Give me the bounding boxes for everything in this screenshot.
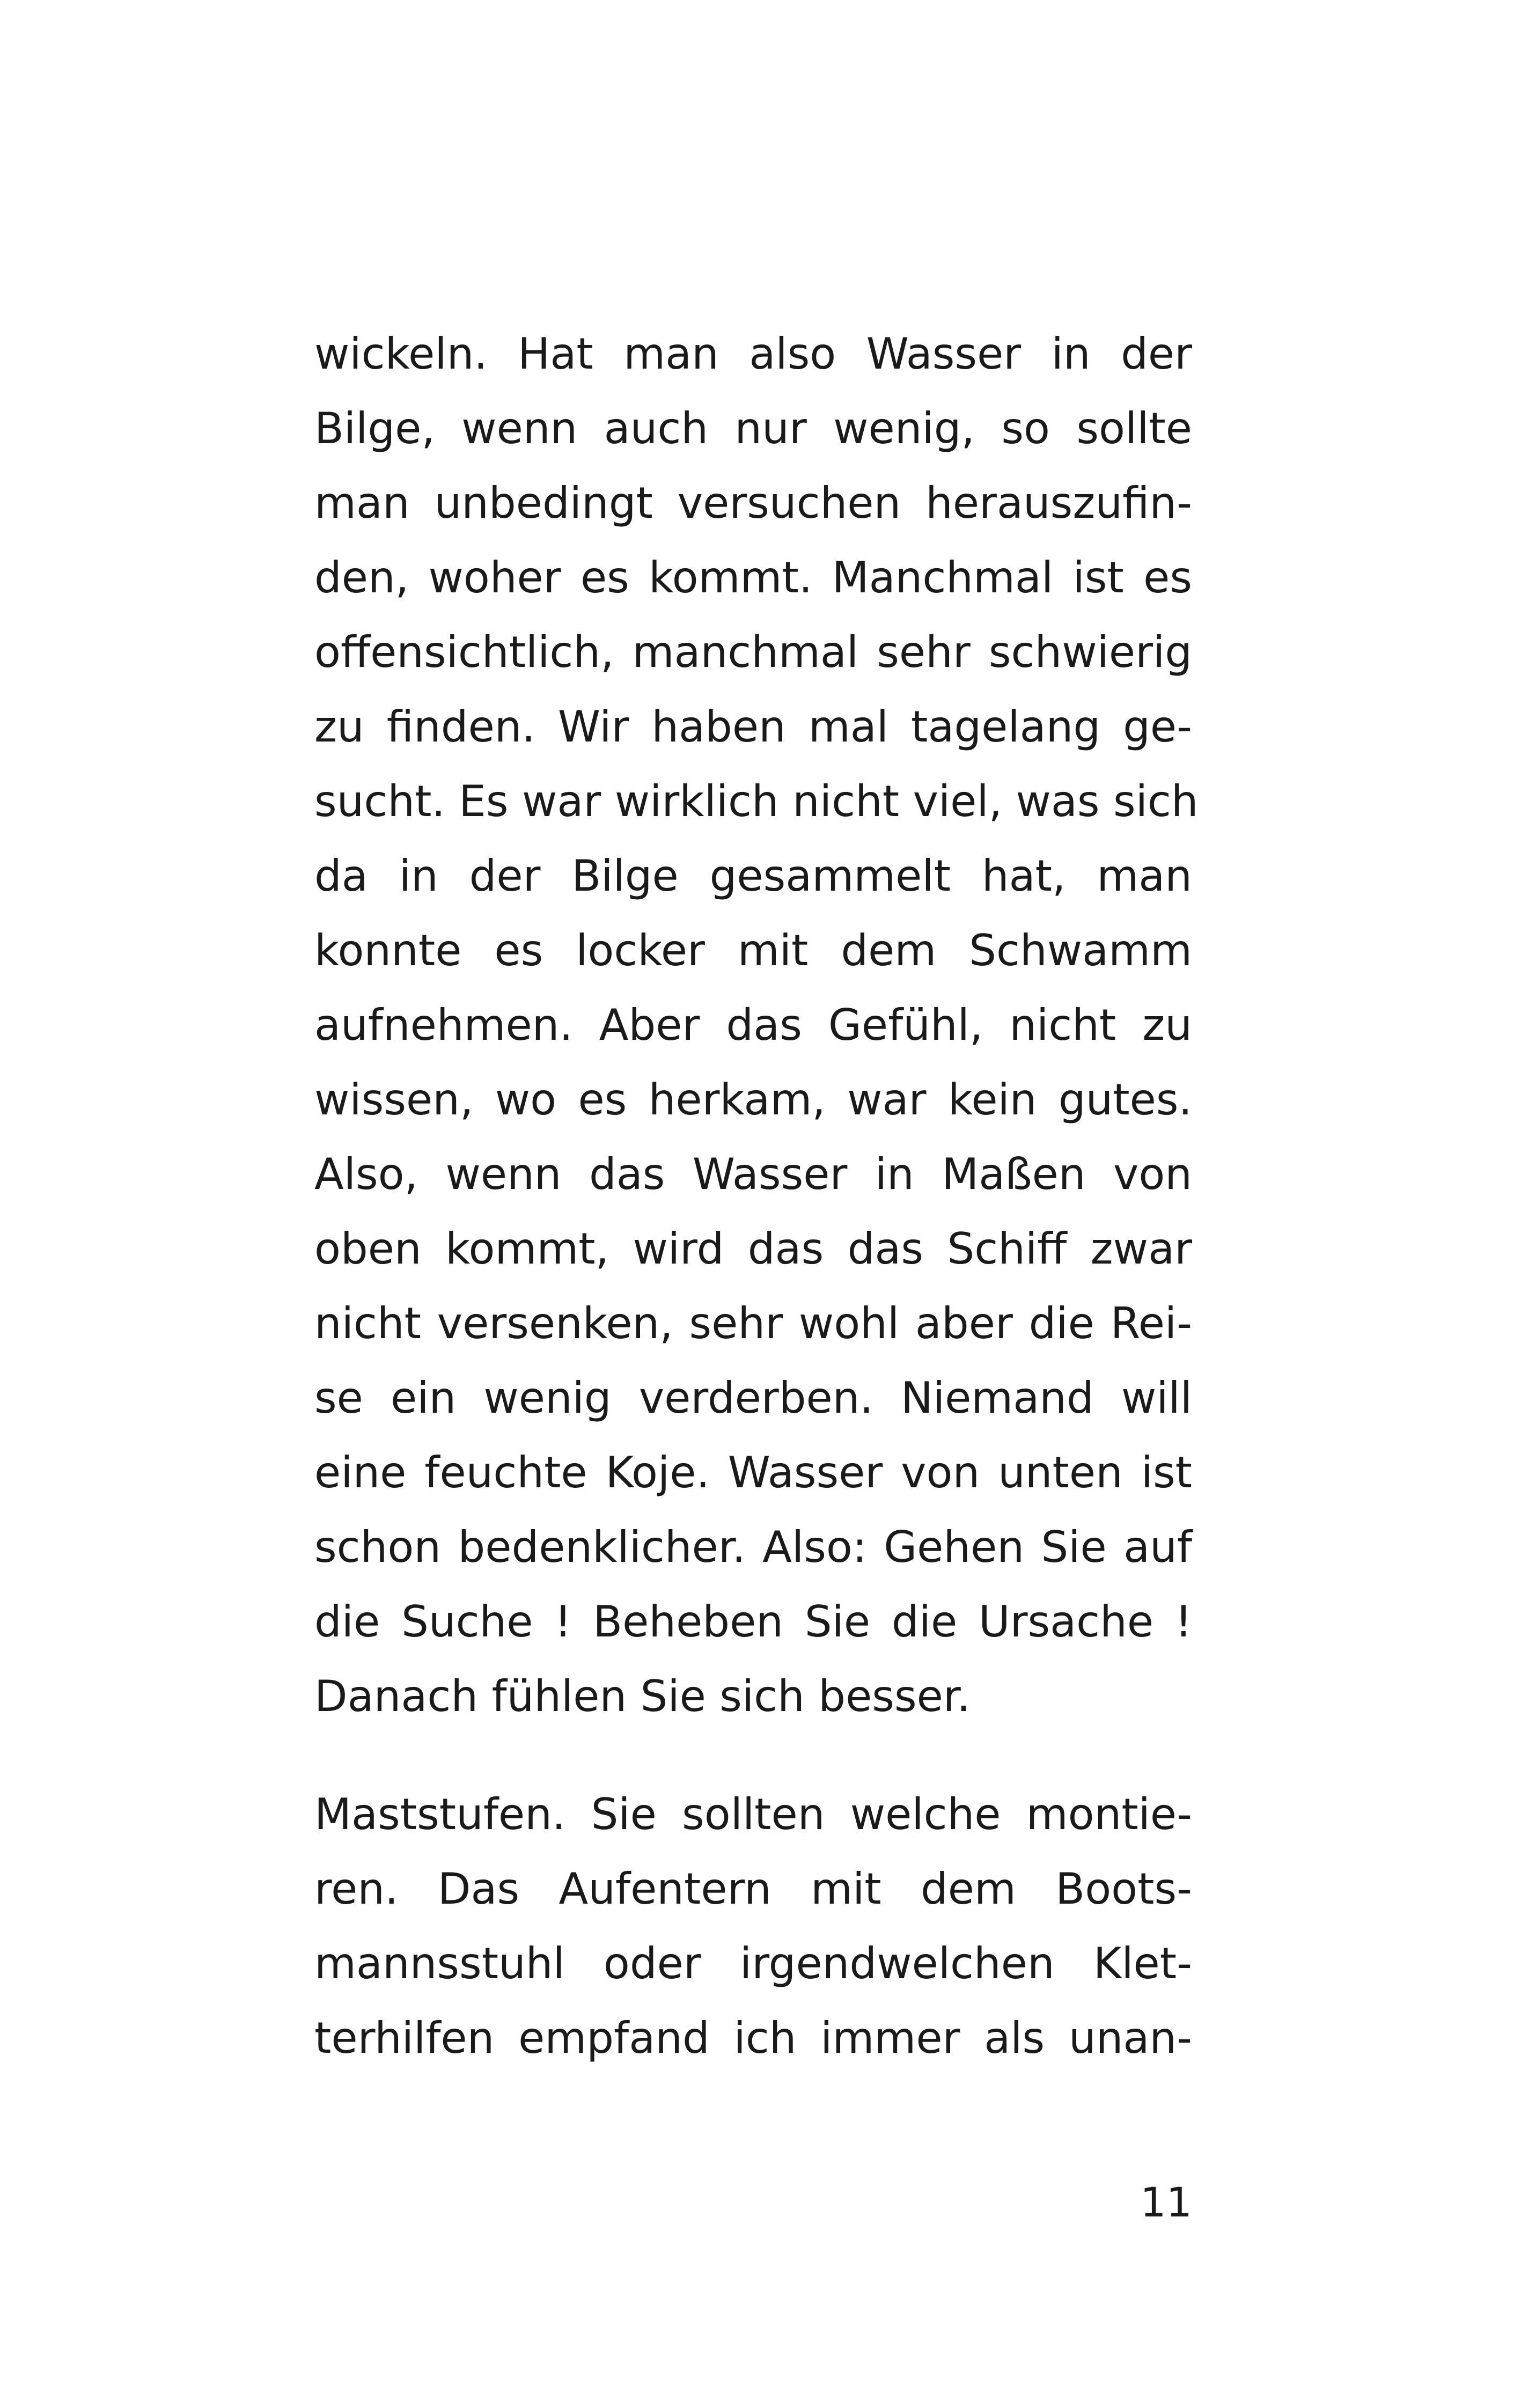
page-number: 11 (1140, 2178, 1192, 2226)
text-line: Maststufen. Sie sollten welche montie- (314, 1789, 1192, 1839)
text-line: se ein wenig verderben. Niemand will (314, 1373, 1192, 1423)
text-line: Also, wenn das Wasser in Maßen von (314, 1149, 1192, 1199)
paragraph (314, 317, 1199, 1734)
text-line: ren. Das Aufentern mit dem Boots- (314, 1864, 1192, 1914)
text-line: wickeln. Hat man also Wasser in der (314, 329, 1192, 379)
text-line: schon bedenklicher. Also: Gehen Sie auf (314, 1522, 1192, 1572)
text-line: man unbedingt versuchen herauszufin- (314, 478, 1192, 528)
text-line: mannsstuhl oder irgendwelchen Klet- (314, 1939, 1192, 1988)
text-line: aufnehmen. Aber das Gefühl, nicht zu (314, 1000, 1192, 1050)
text-line: nicht versenken, sehr wohl aber die Rei- (314, 1298, 1192, 1348)
text-line: offensichtlich, manchmal sehr schwierig (314, 627, 1192, 677)
text-line: Bilge, wenn auch nur wenig, so sollte (314, 403, 1192, 453)
text-line: die Suche ! Beheben Sie die Ursache ! (314, 1597, 1192, 1647)
text-line: den, woher es kommt. Manchmal ist es (314, 553, 1192, 603)
text-line: oben kommt, wird das das Schiff zwar (314, 1224, 1192, 1274)
text-line: eine feuchte Koje. Wasser von unten ist (314, 1448, 1192, 1497)
paragraph (314, 1777, 1192, 2075)
text-line: da in der Bilge gesammelt hat, man (314, 851, 1192, 901)
text-line: terhilfen empfand ich immer als unan- (314, 2013, 1192, 2063)
text-line: zu finden. Wir haben mal tagelang ge- (314, 702, 1192, 752)
text-line: sucht. Es war wirklich nicht viel, was sich (314, 776, 1199, 826)
text-line: konnte es locker mit dem Schwamm (314, 926, 1192, 975)
text-line: Danach fühlen Sie sich besser. (314, 1671, 971, 1721)
text-line: wissen, wo es herkam, war kein gutes. (314, 1075, 1192, 1125)
